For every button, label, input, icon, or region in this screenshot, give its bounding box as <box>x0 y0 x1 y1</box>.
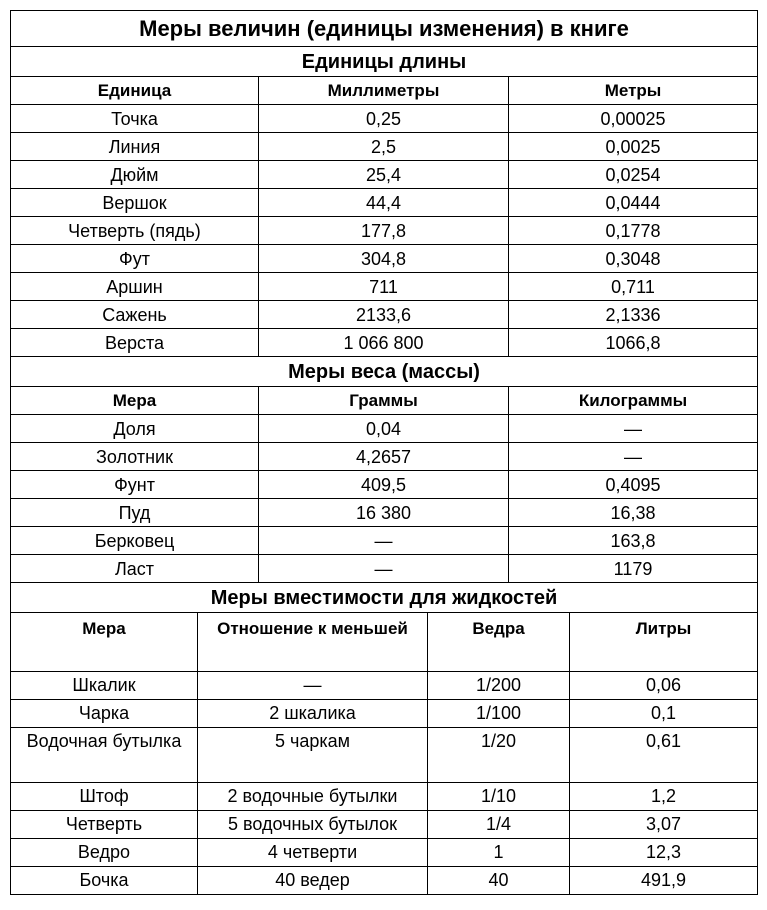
table-row <box>11 415 758 443</box>
table-row <box>11 839 758 867</box>
table-row <box>11 329 758 357</box>
table-cell: Четверть (пядь) <box>11 217 259 245</box>
table-cell: 5 водочных бутылок <box>198 811 428 839</box>
table-cell: Ведро <box>11 839 198 867</box>
table-cell: 177,8 <box>259 217 509 245</box>
table-cell: 0,711 <box>509 273 758 301</box>
table-cell: Пуд <box>11 499 259 527</box>
table-cell: 2,5 <box>259 133 509 161</box>
table-cell: 44,4 <box>259 189 509 217</box>
table-cell: — <box>509 443 758 471</box>
table-cell: 0,1778 <box>509 217 758 245</box>
page-title: Меры величин (единицы изменения) в книге <box>11 11 758 47</box>
table-row <box>11 672 758 700</box>
table-cell: 4 четверти <box>198 839 428 867</box>
table-cell: 0,25 <box>259 105 509 133</box>
table-row <box>11 161 758 189</box>
table-cell: — <box>198 672 428 700</box>
table-row <box>11 783 758 811</box>
table-row <box>11 499 758 527</box>
table-cell: Шкалик <box>11 672 198 700</box>
table-cell: Берковец <box>11 527 259 555</box>
table-row <box>11 811 758 839</box>
table-cell: 1 <box>428 839 570 867</box>
table-cell: — <box>509 415 758 443</box>
table-cell: 491,9 <box>570 867 758 895</box>
table-cell: 1 066 800 <box>259 329 509 357</box>
column-header: Метры <box>509 77 758 105</box>
table-cell: Фут <box>11 245 259 273</box>
table-cell: 2133,6 <box>259 301 509 329</box>
table-cell: Вершок <box>11 189 259 217</box>
table-cell: 1/200 <box>428 672 570 700</box>
units-table-main <box>10 10 758 613</box>
table-cell: 16,38 <box>509 499 758 527</box>
table-cell: Аршин <box>11 273 259 301</box>
table-cell: Золотник <box>11 443 259 471</box>
table-cell: 0,06 <box>570 672 758 700</box>
table-cell: 0,4095 <box>509 471 758 499</box>
table-cell: Бочка <box>11 867 198 895</box>
table-cell: 40 <box>428 867 570 895</box>
liquid-section-title: Меры вместимости для жидкостей <box>11 583 758 613</box>
column-header: Миллиметры <box>259 77 509 105</box>
table-cell: Дюйм <box>11 161 259 189</box>
table-row <box>11 728 758 783</box>
table-row <box>11 867 758 895</box>
table-row <box>11 527 758 555</box>
table-cell: 4,2657 <box>259 443 509 471</box>
length-section-title: Единицы длины <box>11 47 758 77</box>
table-cell: Чарка <box>11 700 198 728</box>
table-cell: Штоф <box>11 783 198 811</box>
table-cell: 16 380 <box>259 499 509 527</box>
weight-header-row <box>11 387 758 415</box>
table-row <box>11 105 758 133</box>
table-cell: 0,0444 <box>509 189 758 217</box>
weight-section-title: Меры веса (массы) <box>11 357 758 387</box>
table-row <box>11 471 758 499</box>
table-row <box>11 555 758 583</box>
table-cell: 0,0025 <box>509 133 758 161</box>
table-cell: 1066,8 <box>509 329 758 357</box>
table-cell: — <box>259 527 509 555</box>
table-cell: Фунт <box>11 471 259 499</box>
table-cell: 1,2 <box>570 783 758 811</box>
column-header: Килограммы <box>509 387 758 415</box>
table-cell: 0,0254 <box>509 161 758 189</box>
column-header: Отношение к меньшей <box>198 613 428 672</box>
table-row <box>11 245 758 273</box>
column-header: Мера <box>11 613 198 672</box>
table-cell: 12,3 <box>570 839 758 867</box>
table-cell: 25,4 <box>259 161 509 189</box>
units-table-liquid <box>10 612 758 895</box>
table-cell: 5 чаркам <box>198 728 428 783</box>
table-cell: 163,8 <box>509 527 758 555</box>
table-cell: 304,8 <box>259 245 509 273</box>
table-cell: 0,61 <box>570 728 758 783</box>
table-cell: Водочная бутылка <box>11 728 198 783</box>
column-header: Ведра <box>428 613 570 672</box>
units-document <box>10 10 757 895</box>
table-cell: 2,1336 <box>509 301 758 329</box>
table-row <box>11 133 758 161</box>
table-cell: 2 водочные бутылки <box>198 783 428 811</box>
table-cell: 1/4 <box>428 811 570 839</box>
table-cell: 0,3048 <box>509 245 758 273</box>
table-cell: 0,04 <box>259 415 509 443</box>
table-cell: Верста <box>11 329 259 357</box>
table-cell: 409,5 <box>259 471 509 499</box>
table-cell: Доля <box>11 415 259 443</box>
table-cell: 1/20 <box>428 728 570 783</box>
table-cell: 1/10 <box>428 783 570 811</box>
table-row <box>11 443 758 471</box>
column-header: Мера <box>11 387 259 415</box>
column-header: Литры <box>570 613 758 672</box>
table-cell: 711 <box>259 273 509 301</box>
length-header-row <box>11 77 758 105</box>
table-cell: 2 шкалика <box>198 700 428 728</box>
column-header: Единица <box>11 77 259 105</box>
table-row <box>11 700 758 728</box>
table-cell: 3,07 <box>570 811 758 839</box>
table-cell: 0,00025 <box>509 105 758 133</box>
table-cell: 1/100 <box>428 700 570 728</box>
table-cell: — <box>259 555 509 583</box>
liquid-header-row <box>11 613 758 672</box>
table-cell: Точка <box>11 105 259 133</box>
table-cell: Линия <box>11 133 259 161</box>
table-row <box>11 217 758 245</box>
table-row <box>11 301 758 329</box>
table-row <box>11 189 758 217</box>
table-cell: 1179 <box>509 555 758 583</box>
table-cell: Четверть <box>11 811 198 839</box>
table-cell: 40 ведер <box>198 867 428 895</box>
table-row <box>11 273 758 301</box>
column-header: Граммы <box>259 387 509 415</box>
table-cell: 0,1 <box>570 700 758 728</box>
table-cell: Сажень <box>11 301 259 329</box>
table-cell: Ласт <box>11 555 259 583</box>
